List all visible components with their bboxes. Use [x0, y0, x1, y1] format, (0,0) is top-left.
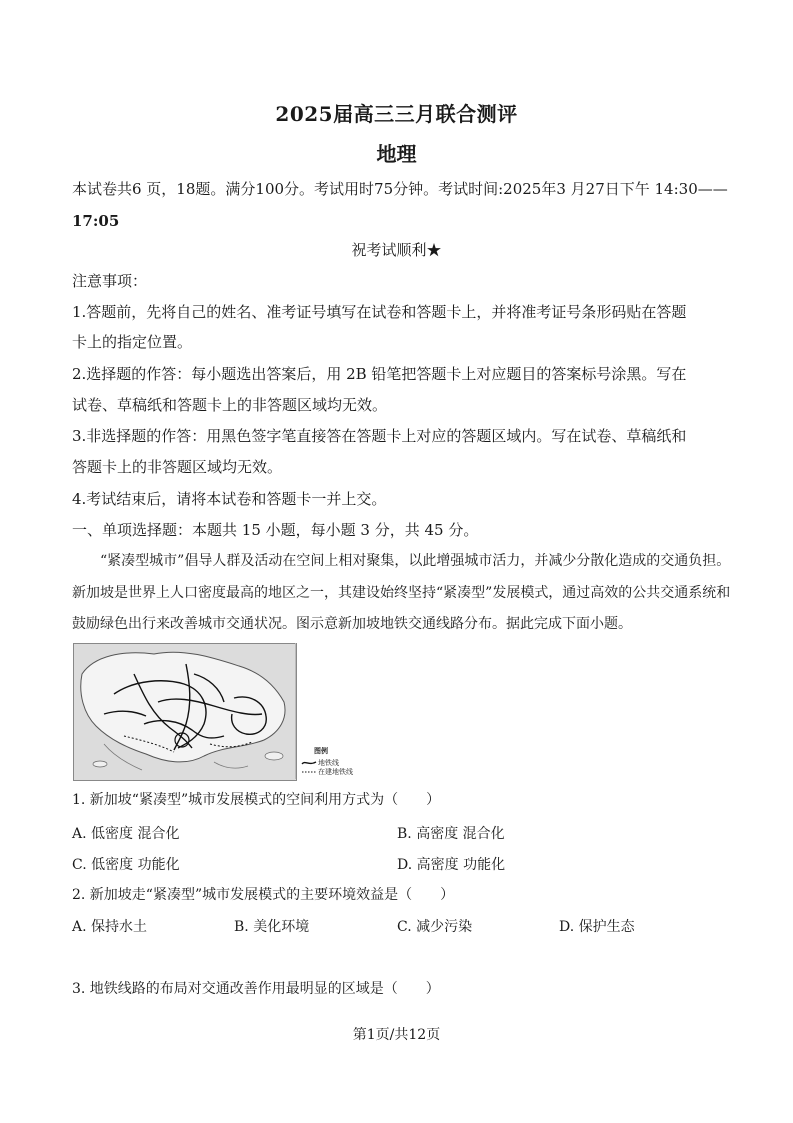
question-1-option-c[interactable]: C. 低密度 功能化 — [72, 857, 180, 873]
question-1-option-b[interactable]: B. 高密度 混合化 — [397, 826, 505, 842]
exam-info-line1: 本试卷共6 页，18题。满分100分。考试用时75分钟。考试时间:2025年3 月27日下午 14:30—— — [72, 180, 728, 198]
note-2-line2: 试卷、草稿纸和答题卡上的非答题区域均无效。 — [72, 396, 388, 414]
legend-title: 图例 — [314, 747, 328, 755]
question-1-option-a[interactable]: A. 低密度 混合化 — [72, 826, 180, 842]
question-1-option-d[interactable]: D. 高密度 功能化 — [397, 857, 506, 873]
legend-subway-label: 地铁线 — [318, 759, 339, 767]
note-3-line2: 答题卡上的非答题区域均无效。 — [72, 458, 283, 476]
question-2-stem: 2. 新加坡走“紧凑型”城市发展模式的主要环境效益是（ ） — [72, 887, 455, 903]
legend-building-label: 在建地铁线 — [318, 768, 353, 776]
exam-title: 2025届高三三月联合测评 — [275, 102, 518, 126]
legend-subway-line-icon — [301, 760, 317, 766]
page-footer: 第1页/共12页 — [352, 1027, 441, 1043]
question-2-option-a[interactable]: A. 保持水土 — [72, 919, 148, 935]
passage-line2: 新加坡是世界上人口密度最高的地区之一，其建设始终坚持“紧凑型”发展模式，通过高效的公共交通系统和 — [72, 585, 731, 601]
note-2-line1: 2.选择题的作答：每小题选出答案后，用 2B 铅笔把答题卡上对应题目的答案标号涂黑。写在 — [72, 365, 687, 383]
passage-line1: “紧凑型城市”倡导人群及活动在空间上相对聚集，以此增强城市活力，并减少分散化造成的交通负担。 — [100, 553, 731, 569]
exam-info-line2: 17:05 — [72, 212, 120, 230]
subject-title: 地理 — [376, 142, 417, 166]
question-2-option-c[interactable]: C. 减少污染 — [397, 919, 473, 935]
map-graphic — [74, 644, 296, 780]
question-2-option-b[interactable]: B. 美化环境 — [234, 919, 310, 935]
legend-building-line-icon — [301, 770, 317, 774]
question-1-stem: 1. 新加坡“紧凑型”城市发展模式的空间利用方式为（ ） — [72, 792, 441, 808]
note-4: 4.考试结束后，请将本试卷和答题卡一并上交。 — [72, 490, 387, 508]
note-1-line2: 卡上的指定位置。 — [72, 333, 193, 351]
map-legend — [295, 643, 358, 779]
good-luck-text: 祝考试顺利★ — [351, 241, 442, 259]
passage-line3: 鼓励绿色出行来改善城市交通状况。图示意新加坡地铁交通线路分布。据此完成下面小题。 — [72, 616, 632, 632]
section-heading: 一、单项选择题：本题共 15 小题，每小题 3 分，共 45 分。 — [72, 521, 479, 539]
note-3-line1: 3.非选择题的作答：用黑色签字笔直接答在答题卡上对应的答题区域内。写在试卷、草稿纸和 — [72, 427, 687, 445]
question-2-option-d[interactable]: D. 保护生态 — [559, 919, 635, 935]
note-1-line1: 1.答题前，先将自己的姓名、准考证号填写在试卷和答题卡上，并将准考证号条形码贴在答题 — [72, 303, 687, 321]
singapore-subway-map — [73, 643, 297, 781]
notes-heading: 注意事项： — [72, 272, 148, 290]
question-3-stem: 3. 地铁线路的布局对交通改善作用最明显的区域是（ ） — [72, 981, 440, 997]
